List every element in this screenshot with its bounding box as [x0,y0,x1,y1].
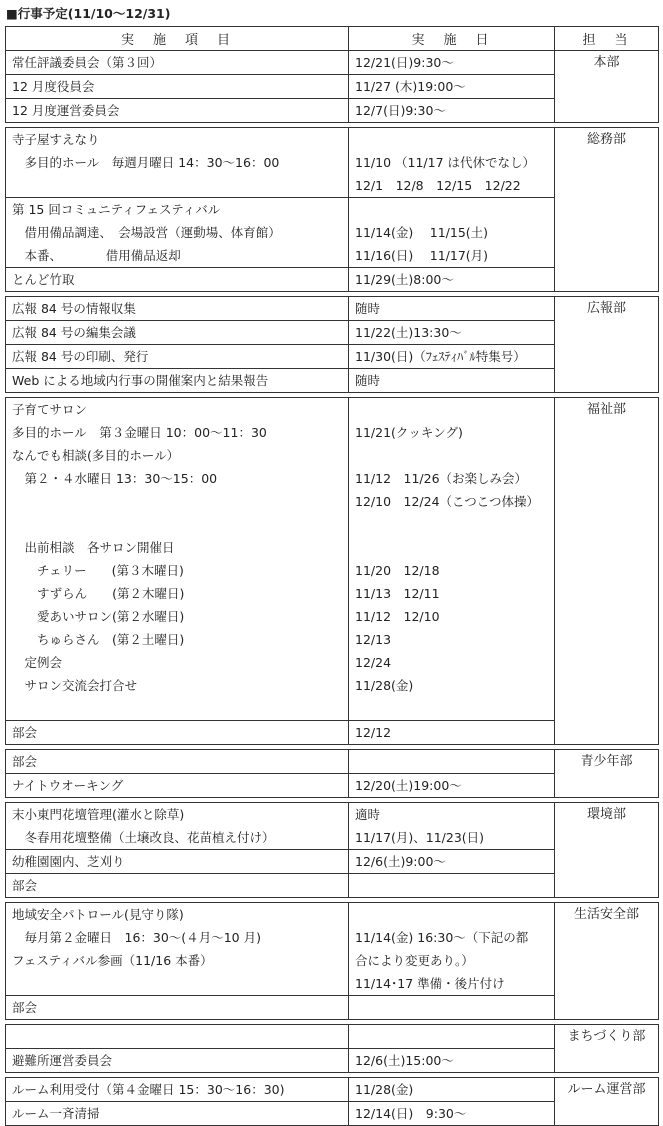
date-line: 11/14(金) 16:30～（下記の都 [355,930,529,945]
dept-cell: 生活安全部 [555,903,659,1020]
date-line: 11/12 11/26（お楽しみ会） [355,471,528,486]
table-row [6,297,659,321]
date-line: 12/20(土)19:00～ [355,778,462,793]
table-row [6,51,659,75]
item-cell [6,1078,349,1102]
date-cell [349,51,555,75]
item-line: 末小東門花壇管理(灌水と除草) [12,807,185,822]
item-line [6,174,348,197]
item-cell [6,750,349,774]
date-line: 11/27 (木)19:00～ [355,79,466,94]
date-line [349,996,554,1019]
item-cell [6,297,349,321]
date-line: 11/22(土)13:30～ [355,325,462,340]
item-cell [6,1049,349,1073]
item-line [6,1025,348,1048]
date-cell [349,75,555,99]
date-cell [349,268,555,292]
item-line: 第２・４水曜日 13：30～15：00 [12,471,218,486]
item-line: 部会 [12,725,38,740]
item-line: 広報 84 号の情報収集 [12,301,136,316]
date-line: 12/6(土)9:00～ [355,854,446,869]
date-line: 11/21(クッキング) [355,425,463,440]
item-line [6,490,348,513]
item-cell [6,850,349,874]
date-line: 11/16(日) 11/17(月) [355,248,489,263]
item-cell [6,803,349,850]
date-line: 12/14(日) 9:30～ [355,1106,467,1121]
date-line: 随時 [355,373,381,388]
date-line [349,750,554,773]
date-line: 12/24 [355,655,392,670]
date-line [349,513,554,536]
date-line: 12/1 12/8 12/15 12/22 [355,178,521,193]
date-line: 適時 [355,807,381,822]
date-line [349,697,554,720]
dept-cell: 本部 [555,51,659,123]
item-cell [6,398,349,721]
item-line: 地域安全パトロール(見守り隊) [12,907,184,922]
date-line: 12/7(日)9:30～ [355,103,446,118]
item-cell [6,996,349,1020]
date-line [349,536,554,559]
date-line: 合により変更あり。） [355,953,474,968]
date-line [349,903,554,926]
table-row [6,903,659,996]
item-line: 広報 84 号の編集会議 [12,325,136,340]
item-cell [6,321,349,345]
table-row [6,128,659,198]
page-title: ■行事予定(11/10～12/31) [6,6,171,21]
date-line [349,198,554,221]
item-cell [6,1102,349,1126]
item-line: 避難所運営委員会 [12,1053,113,1068]
date-cell [349,1049,555,1073]
item-line: 部会 [12,878,38,893]
date-line: 12/13 [355,632,392,647]
item-line: 常任評議委員会（第３回） [12,55,163,70]
item-line: ナイトウオーキング [12,778,124,793]
item-line: 定例会 [12,655,63,670]
date-line: 11/28(金) [355,1082,414,1097]
date-cell [349,750,555,774]
date-cell [349,1078,555,1102]
date-line: 11/14･17 準備・後片付け [355,976,505,991]
item-line: 借用備品調達、 会場設営（運動場、体育館） [12,225,281,240]
dept-cell: 総務部 [555,128,659,292]
header-date: 実 施 日 [349,27,555,51]
item-line: すずらん (第２木曜日) [12,586,185,601]
date-line: 11/12 12/10 [355,609,440,624]
item-line: ルーム一斉清掃 [12,1106,100,1121]
date-line: 12/21(日)9:30～ [355,55,454,70]
date-cell [349,850,555,874]
item-line: 多目的ホール 毎週月曜日 14：30～16：00 [12,155,280,170]
item-cell [6,874,349,898]
date-line: 11/20 12/18 [355,563,440,578]
item-cell [6,721,349,745]
date-cell [349,398,555,721]
date-line [349,874,554,897]
dept-cell: 福祉部 [555,398,659,745]
item-line: サロン交流会打合せ [12,678,138,693]
date-line: 12/12 [355,725,392,740]
item-line: 部会 [12,754,38,769]
item-line: とんど竹取 [12,272,75,287]
item-cell [6,1025,349,1049]
date-cell [349,874,555,898]
item-cell [6,51,349,75]
item-cell [6,903,349,996]
date-line [349,128,554,151]
header-item: 実 施 項 目 [6,27,349,51]
dept-cell: ルーム運営部 [555,1078,659,1126]
item-line: 第 15 回コミュニティフェスティバル [12,202,221,217]
date-line [349,444,554,467]
item-cell [6,774,349,798]
date-cell [349,297,555,321]
item-line: 多目的ホール 第３金曜日 10：00～11：30 [12,425,267,440]
item-line: 幼稚園園内、芝刈り [12,854,125,869]
item-line: 寺子屋すえなり [12,132,100,147]
date-line: 12/6(土)15:00～ [355,1053,454,1068]
date-cell [349,1025,555,1049]
item-line: 毎月第２金曜日 16：30～(４月～10 月) [12,930,261,945]
date-line: 11/28(金) [355,678,414,693]
date-cell [349,1102,555,1126]
dept-cell: 環境部 [555,803,659,898]
item-line: フェスティバル参画（11/16 本番） [12,953,213,968]
date-line: 随時 [355,301,381,316]
date-line: 11/14(金) 11/15(土) [355,225,489,240]
table-row [6,1078,659,1102]
item-cell [6,268,349,292]
date-cell [349,321,555,345]
item-line: なんでも相談(多目的ホール） [12,448,180,463]
dept-cell: 青少年部 [555,750,659,798]
date-cell [349,198,555,268]
date-cell [349,99,555,123]
item-cell [6,369,349,393]
item-line [6,697,348,720]
date-line: 11/13 12/11 [355,586,440,601]
dept-cell: 広報部 [555,297,659,393]
item-line: 12 月度運営委員会 [12,103,120,118]
item-line: 広報 84 号の印刷、発行 [12,349,149,364]
date-line: 11/17(月)、11/23(日) [355,830,485,845]
item-line [6,972,348,995]
date-cell [349,345,555,369]
date-line [349,398,554,421]
schedule-table [5,26,659,1126]
item-line [6,513,348,536]
table-row [6,750,659,774]
date-line: 12/10 12/24（こつこつ体操） [355,494,540,509]
date-cell [349,774,555,798]
date-cell [349,903,555,996]
date-line: 11/29(土)8:00～ [355,272,454,287]
item-cell [6,128,349,198]
date-line: 11/10 （11/17 は代休でなし） [355,155,535,170]
item-line: 出前相談 各サロン開催日 [12,540,175,555]
item-line: 子育てサロン [12,402,88,417]
item-line: 本番、 借用備品返却 [12,248,181,263]
date-line [349,1025,554,1048]
date-line: 11/30(日)（ﾌｪｽﾃｨﾊﾞﾙ特集号） [355,349,526,364]
item-cell [6,198,349,268]
item-line: 12 月度役員会 [12,79,95,94]
item-line: ルーム利用受付（第４金曜日 15：30～16：30) [12,1082,285,1097]
item-line: チェリー (第３木曜日) [12,563,184,578]
table-row [6,1025,659,1049]
table-row [6,803,659,850]
item-line: ちゅらさん (第２土曜日) [12,632,185,647]
item-cell [6,75,349,99]
date-cell [349,369,555,393]
dept-cell: まちづくり部 [555,1025,659,1073]
item-cell [6,345,349,369]
item-line: Web による地域内行事の開催案内と結果報告 [12,373,269,388]
item-line: 愛あいサロン(第２水曜日) [12,609,185,624]
item-line: 部会 [12,1000,38,1015]
date-cell [349,128,555,198]
date-cell [349,721,555,745]
date-cell [349,996,555,1020]
date-cell [349,803,555,850]
item-line: 冬春用花壇整備（土壌改良、花苗植え付け） [12,830,275,845]
item-cell [6,99,349,123]
header-dept: 担 当 [555,27,659,51]
header-row [6,27,659,51]
table-row [6,398,659,721]
